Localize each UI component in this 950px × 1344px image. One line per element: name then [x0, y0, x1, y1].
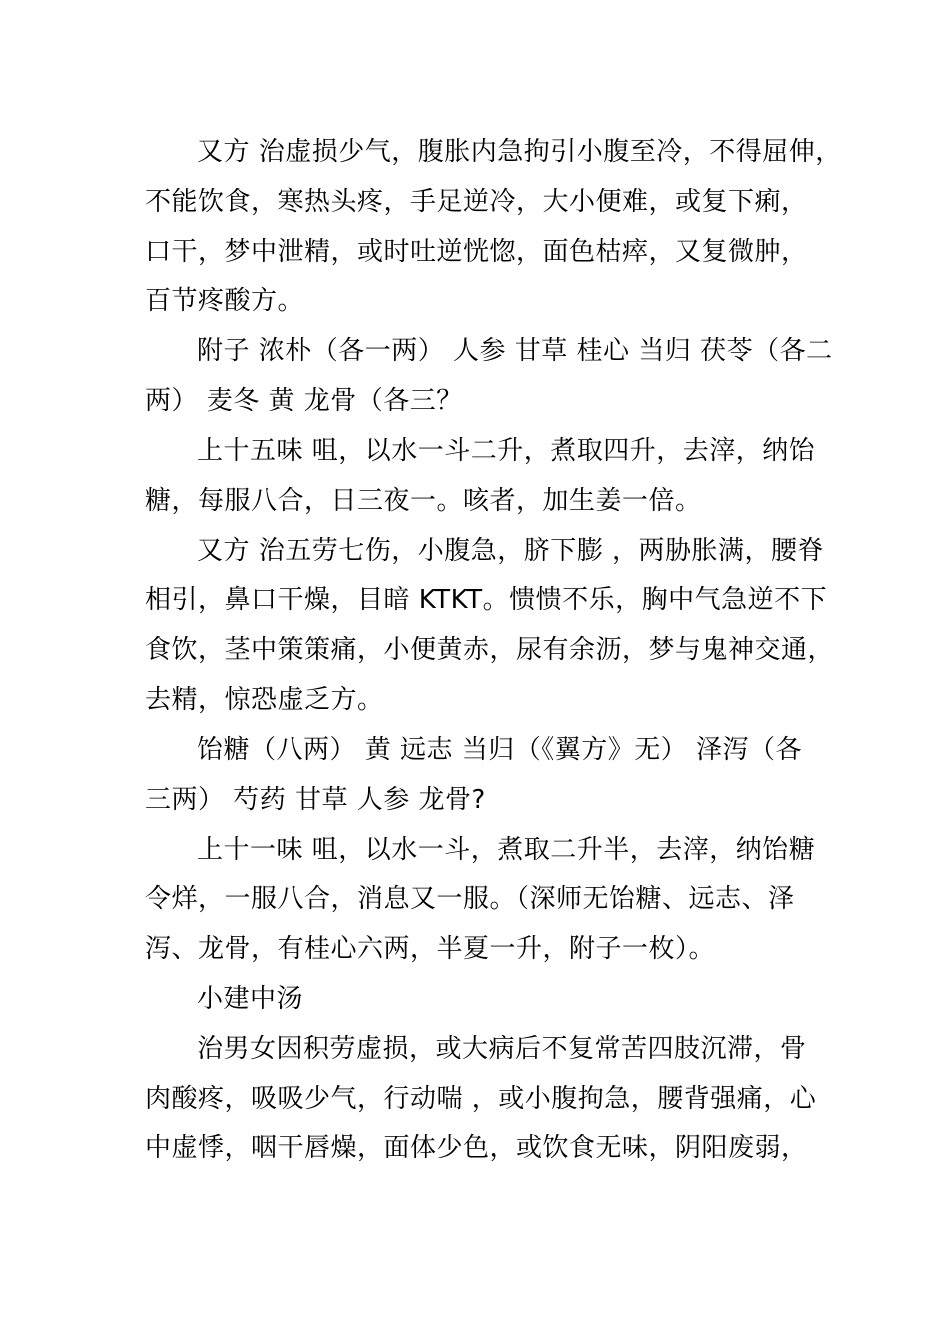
text-line: 上十五味 咀，以水一斗二升，煮取四升，去滓，纳饴 — [197, 436, 816, 466]
section-title: 小建中汤 — [197, 984, 304, 1014]
text-line: 去精，惊恐虚乏方。 — [145, 685, 384, 715]
text-line: 中虚悸，咽干唇燥，面体少色，或饮食无味，阴阳废弱， — [145, 1133, 808, 1163]
text-line: 两） 麦冬 黄 龙骨（各三？ — [145, 386, 463, 416]
text-line: 饴糖（八两） 黄 远志 当归（《翼方》无） 泽泻（各 — [197, 735, 803, 765]
text-line: 附子 浓朴（各一两） 人参 甘草 桂心 当归 茯苓（各二 — [197, 336, 833, 366]
text-line: 上十一味 咀，以水一斗，煮取二升半，去滓，纳饴糖 — [197, 835, 816, 865]
text-line: 肉酸疼，吸吸少气，行动喘 ，或小腹拘急，腰背强痛，心 — [145, 1084, 817, 1114]
text-line: 口干，梦中泄精，或时吐逆恍惚，面色枯瘁，又复微肿， — [145, 237, 808, 267]
text-line: 治男女因积劳虚损，或大病后不复常苦四肢沉滞，骨 — [197, 1034, 807, 1064]
text-line: 相引，鼻口干燥，目暗 KTKT。愦愦不乐，胸中气急逆不下 — [145, 585, 828, 615]
text-line: 又方 治五劳七伤，小腹急，脐下膨 ，两胁胀满，腰脊 — [197, 536, 825, 566]
text-line: 三两） 芍药 甘草 人参 龙骨? — [145, 785, 486, 815]
text-line: 食饮，茎中策策痛，小便黄赤，尿有余沥，梦与鬼神交通， — [145, 635, 835, 665]
text-line: 令烊，一服八合，消息又一服。（深师无饴糖、远志、泽 — [145, 884, 795, 914]
text-line: 糖，每服八合，日三夜一。咳者，加生姜一倍。 — [145, 486, 702, 516]
text-line: 又方 治虚损少气，腹胀内急拘引小腹至冷，不得屈伸， — [197, 137, 842, 167]
text-line: 百节疼酸方。 — [145, 286, 305, 316]
text-line: 不能饮食，寒热头疼，手足逆冷，大小便难，或复下痢， — [145, 187, 808, 217]
text-line: 泻、龙骨，有桂心六两，半夏一升，附子一枚）。 — [145, 934, 716, 964]
